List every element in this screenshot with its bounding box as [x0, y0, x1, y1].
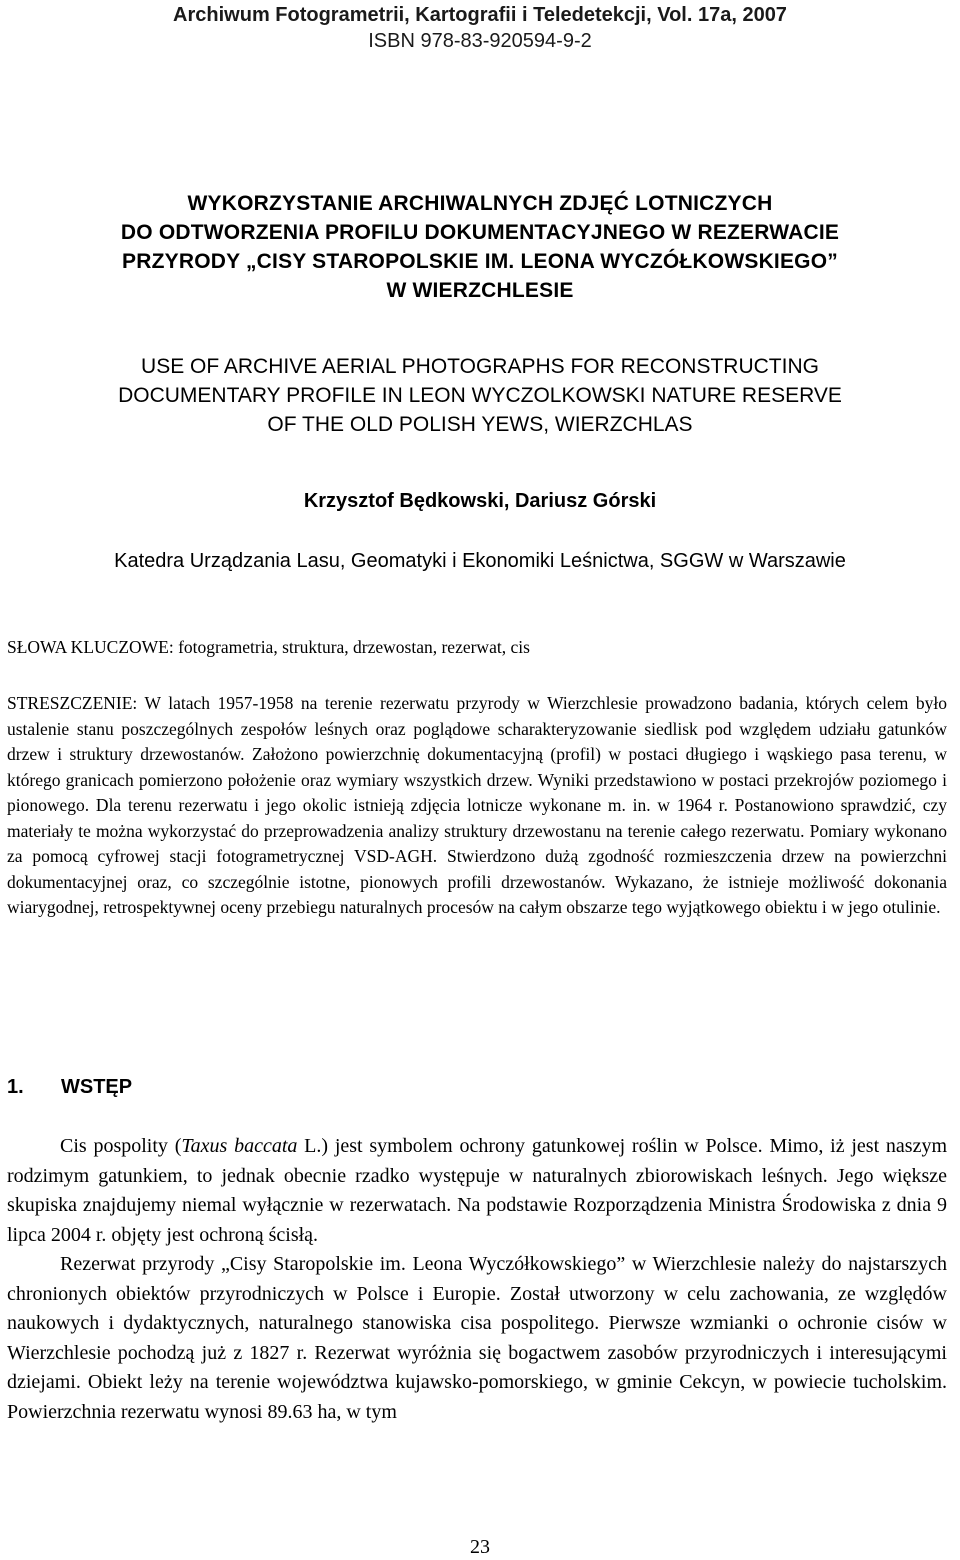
- title-english-line: DOCUMENTARY PROFILE IN LEON WYCZOLKOWSKI NATURE RESERVE: [118, 384, 842, 407]
- journal-citation: Archiwum Fotogrametrii, Kartografii i Teledetekcji, Vol. 17a, 2007: [173, 4, 787, 26]
- section-number: 1.: [7, 1076, 24, 1098]
- abstract: STRESZCZENIE: W latach 1957-1958 na terenie rezerwatu przyrody w Wierzchlesie prowadzono badania, których celem było ustalenie stanu poszczególnych zespołów leśnych oraz poglądowe scharakteryzowanie siedlisk pod względem udziału gatunków drzew i struktury drzewostanów. Założono powierzchnię dokumentacyjną (profil) w postaci długiego i wąskiego pasa terenu, w którego granicach pomierzono położenie oraz wymiary wszystkich drzew. Wyniki przedstawiono w postaci przekrojów poziomego i pionowego. Dla terenu rezerwatu i jego okolic istnieją zdjęcia lotnicze wykonane m. in. w 1964 r. Postanowiono sprawdzić, czy materiały te można wykorzystać do przeprowadzenia analizy struktury drzewostanu na terenie całego rezerwatu. Pomiary wykonano za pomocą cyfrowej stacji fotogrametrycznej VSD-AGH. Stwierdzono dużą zgodność rozmieszczenia drzew na powierzchni dokumentacyjnej oraz, co szczególnie istotne, pionowych profili drzewostanów. Wykazano, że istnieje możliwość dokonania wiarygodnej, retrospektywnej oceny przebiegu naturalnych procesów na całym obszarze tego wyjątkowego obiektu i w jego otulinie.: [7, 693, 947, 917]
- paragraph: Rezerwat przyrody „Cisy Staropolskie im. Leona Wyczółkowskiego” w Wierzchlesie należy do najstarszych chronionych obiektów przyrodniczych w Polsce i Europie. Został utworzony w celu zachowania, ze względów naukowych i dydaktycznych, naturalnego stanowiska cisa pospolitego. Pierwsze wzmianki o ochronie cisów w Wierzchlesie pochodzą już z 1827 r. Rezerwat wyróżnia się bogactwem zasobów przyrodniczych i interesującymi dziejami. Obiekt leży na terenie województwa kujawsko-pomorskiego, w gminie Cekcyn, w powiecie tucholskim. Powierzchnia rezerwatu wynosi 89.63 ha, w tym: [7, 1253, 947, 1423]
- section-title: WSTĘP: [61, 1076, 133, 1098]
- title-english-line: USE OF ARCHIVE AERIAL PHOTOGRAPHS FOR RECONSTRUCTING: [141, 355, 819, 378]
- species-name: Taxus baccata: [181, 1135, 298, 1157]
- authors: Krzysztof Będkowski, Dariusz Górski: [303, 490, 657, 512]
- title-polish: [0, 189, 960, 305]
- title-polish-line: DO ODTWORZENIA PROFILU DOKUMENTACYJNEGO W REZERWACIE: [120, 221, 840, 244]
- affiliation: Katedra Urządzania Lasu, Geomatyki i Ekonomiki Leśnictwa, SGGW w Warszawie: [114, 550, 846, 572]
- page-number: 23: [470, 1536, 490, 1558]
- title-english: [0, 352, 960, 439]
- body-text: [7, 1132, 947, 1427]
- title-polish-line: W WIERZCHLESIE: [386, 279, 574, 302]
- paragraph-text: L.) jest symbolem ochrony gatunkowej roślin w Polsce. Mimo, iż jest naszym rodzimym gatunkiem, to jednak obecnie rzadko występuje w naturalnych zbiorowiskach leśnych. Jego większe skupiska znajdujemy niemal wyłącznie w rezerwatach. Na podstawie Rozporządzenia Ministra Środowiska z dnia 9 lipca 2004 r. objęty jest ochroną ścisłą.: [7, 1135, 947, 1246]
- title-polish-line: WYKORZYSTANIE ARCHIWALNYCH ZDJĘĆ LOTNICZYCH: [187, 192, 773, 215]
- keywords: SŁOWA KLUCZOWE: fotogrametria, struktura, drzewostan, rezerwat, cis: [7, 637, 530, 657]
- paragraph-text: Cis pospolity (: [60, 1135, 182, 1157]
- section-heading: [7, 1072, 132, 1102]
- isbn: ISBN 978-83-920594-9-2: [368, 30, 592, 52]
- title-english-line: OF THE OLD POLISH YEWS, WIERZCHLAS: [267, 413, 693, 436]
- journal-header: [0, 2, 960, 54]
- paragraph: [7, 1132, 947, 1250]
- title-polish-line: PRZYRODY „CISY STAROPOLSKIE IM. LEONA WYCZÓŁKOWSKIEGO”: [122, 250, 838, 273]
